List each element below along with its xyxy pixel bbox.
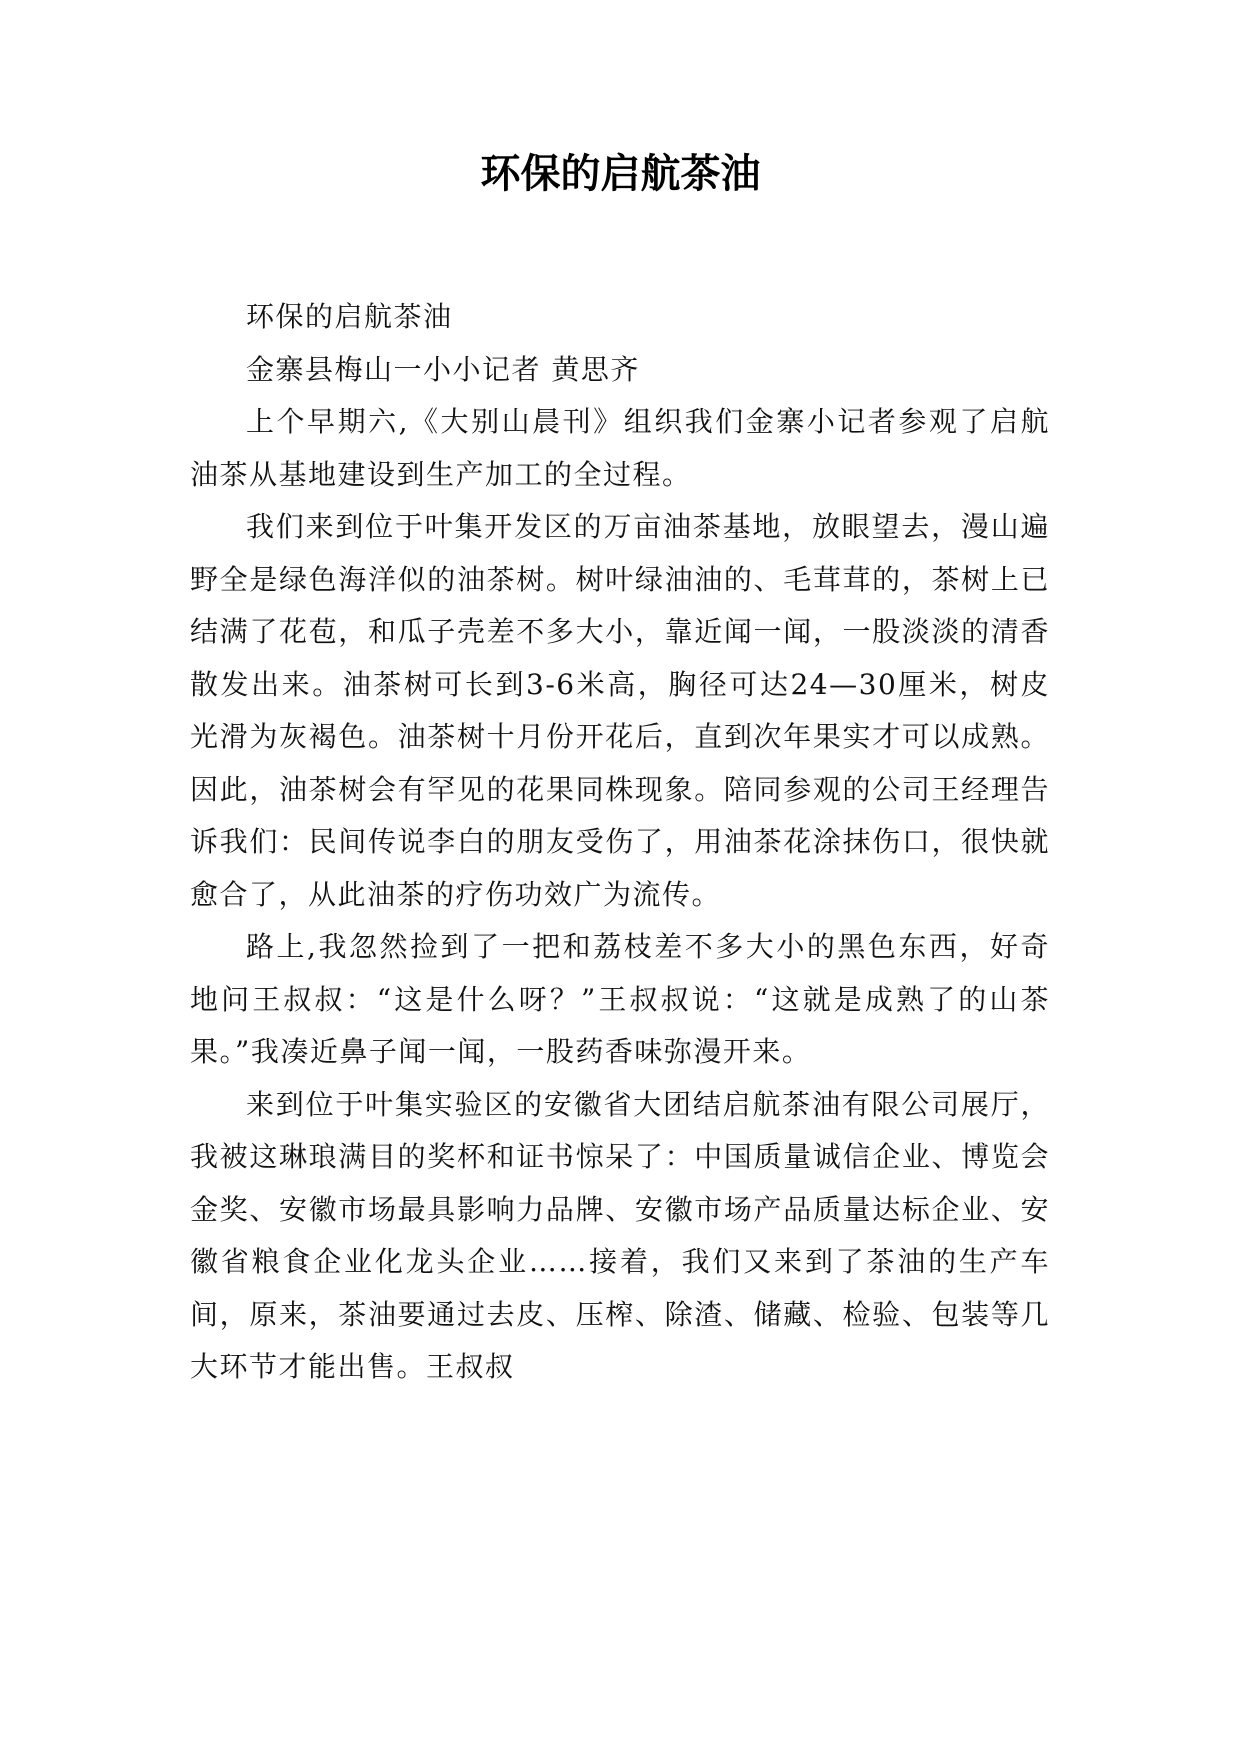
heading-repeat-paragraph: 环保的启航茶油	[246, 300, 453, 333]
document-title: 环保的启航茶油	[480, 150, 761, 197]
body-paragraph: 来到位于叶集实验区的安徽省大团结启航茶油有限公司展厅，我被这琳琅满目的奖杯和证书惊呆了：中国质量诚信企业、博览会金奖、安徽市场最具影响力品牌、安徽市场产品质量达标企业、安徽省粮食企业化龙头企业……接着，我们又来到了茶油的生产车间，原来，茶油要通过去皮、压榨、除渣、储藏、检验、包装等几大环节才能出售。王叔叔	[190, 1087, 1050, 1383]
document-body	[190, 291, 1050, 1394]
body-paragraph: 路上,我忽然捡到了一把和荔枝差不多大小的黑色东西，好奇地问王叔叔：“这是什么呀？”王叔叔说：“这就是成熟了的山茶果。”我凑近鼻子闻一闻，一股药香味弥漫开来。	[190, 930, 1050, 1068]
byline-paragraph: 金寨县梅山一小小记者 黄思齐	[246, 352, 640, 386]
body-paragraph: 我们来到位于叶集开发区的万亩油茶基地，放眼望去，漫山遍野全是绿色海洋似的油茶树。树叶绿油油的、毛茸茸的，茶树上已结满了花苞，和瓜子壳差不多大小，靠近闻一闻，一股淡淡的清香散发出来。油茶树可长到3-6米高，胸径可达24—30厘米，树皮光滑为灰褐色。油茶树十月份开花后，直到次年果实才可以成熟。因此，油茶树会有罕见的花果同株现象。陪同参观的公司王经理告诉我们：民间传说李白的朋友受伤了，用油茶花涂抹伤口，很快就愈合了，从此油茶的疗伤功效广为流传。	[190, 510, 1050, 911]
body-paragraph: 上个早期六,《大别山晨刊》组织我们金寨小记者参观了启航油茶从基地建设到生产加工的全过程。	[190, 405, 1050, 491]
